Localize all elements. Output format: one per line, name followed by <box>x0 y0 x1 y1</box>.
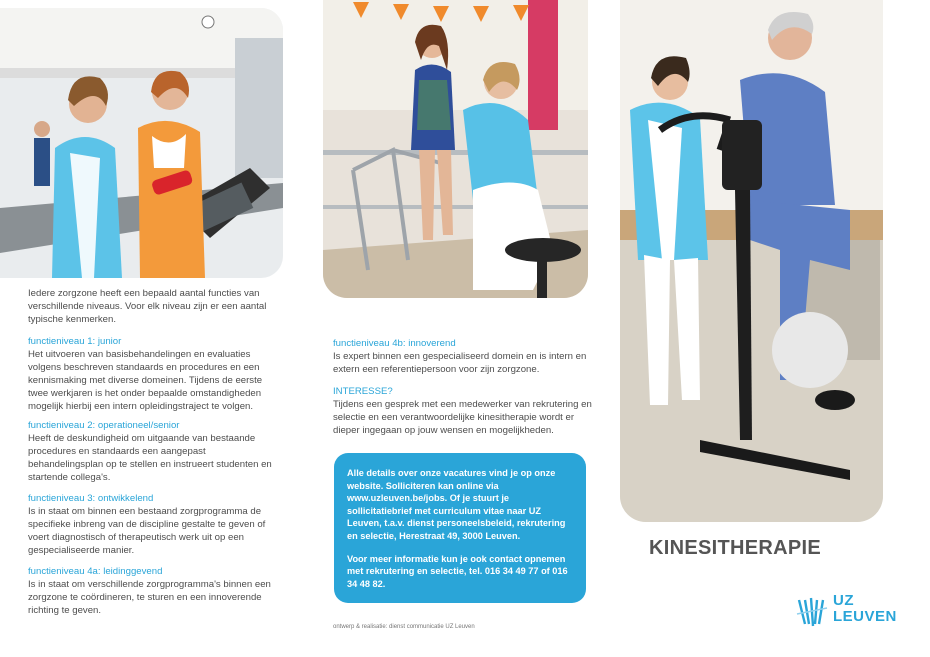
interest-body: Tijdens een gesprek met een medewerker van rekrutering en selectie en een verantwoordelijke kinesitherapie wordt er dieper ingegaan op jouw wensen en mogelijkheden. <box>333 398 592 436</box>
left-panel <box>0 0 310 657</box>
logo-line-2: LEUVEN <box>833 608 897 625</box>
level-2-section <box>28 420 283 485</box>
logo-emblem-icon <box>795 596 829 628</box>
treadmill-photo <box>0 8 283 278</box>
level-3-body: Is in staat om binnen een bestaand zorgprogramma de specifieke inbreng van de discipline gestalte te geven of voert diagnostisch of therapeutisch werk uit op een gespecialiseerde manier. <box>28 505 266 556</box>
level-1-title: functieniveau 1: junior <box>28 336 122 347</box>
level-3-section <box>28 493 283 558</box>
contact-callout <box>334 453 586 603</box>
level-2-title: functieniveau 2: operationeel/senior <box>28 420 180 431</box>
interest-title: INTERESSE? <box>333 386 393 397</box>
interest-section <box>333 386 595 438</box>
level-4a-title: functieniveau 4a: leidinggevend <box>28 566 163 577</box>
exercise-bike-photo <box>620 0 883 522</box>
walker-photo <box>323 0 588 298</box>
middle-panel <box>310 0 620 657</box>
level-1-body: Het uitvoeren van basisbehandelingen en evaluaties volgens beschreven standaards en procedures en een kennismaking met diverse domeinen. Tijdens de eerste twee werkjaren is het onder bepaalde omstandigheden mogelijk hierbij een intern opleidingstraject te volgen. <box>28 348 263 412</box>
level-2-body: Heeft de deskundigheid om uitgaande van bestaande procedures en standaards een aangepast behandelingsplan op te stellen en instrueert studenten en startende collega's. <box>28 432 272 483</box>
level-1-section <box>28 336 283 413</box>
level-3-title: functieniveau 3: ontwikkelend <box>28 493 154 504</box>
intro-text: Iedere zorgzone heeft een bepaald aantal functies van verschillende niveaus. Voor elk niveau zijn er een aantal typische kenmerken. <box>28 288 267 325</box>
logo-line-1: UZ <box>833 592 854 609</box>
design-credit: ontwerp & realisatie: dienst communicatie UZ Leuven <box>333 624 475 630</box>
level-4b-title: functieniveau 4b: innoverend <box>333 338 456 349</box>
level-4a-section <box>28 566 283 618</box>
level-4b-body: Is expert binnen een gespecialiseerd domein en is intern en extern een referentiepersoon voor zijn zorgzone. <box>333 350 587 375</box>
callout-paragraph-2: Voor meer informatie kun je ook contact opnemen met rekrutering en selectie, tel. 016 34 49 77 of 016 34 48 82. <box>347 553 568 589</box>
callout-paragraph-1: Alle details over onze vacatures vind je op onze website. Solliciteren kan online via www.uzleuven.be/jobs. Of je stuurt je sollicitatiebrief met curriculum vitae naar UZ Leuven, t.a.v. dienst personeelsbeleid, rekrutering en selectie, Herestraat 49, 3000 Leuven. <box>347 468 566 541</box>
right-panel <box>620 0 930 657</box>
page-title: KINESITHERAPIE <box>649 537 822 559</box>
level-4a-body: Is in staat om verschillende zorgprogramma's binnen een zorgzone te coördineren, te sturen en een innoverende richting te geven. <box>28 578 271 616</box>
logo-wordmark <box>833 593 897 625</box>
level-4b-section <box>333 338 595 377</box>
uz-leuven-logo <box>795 590 905 630</box>
